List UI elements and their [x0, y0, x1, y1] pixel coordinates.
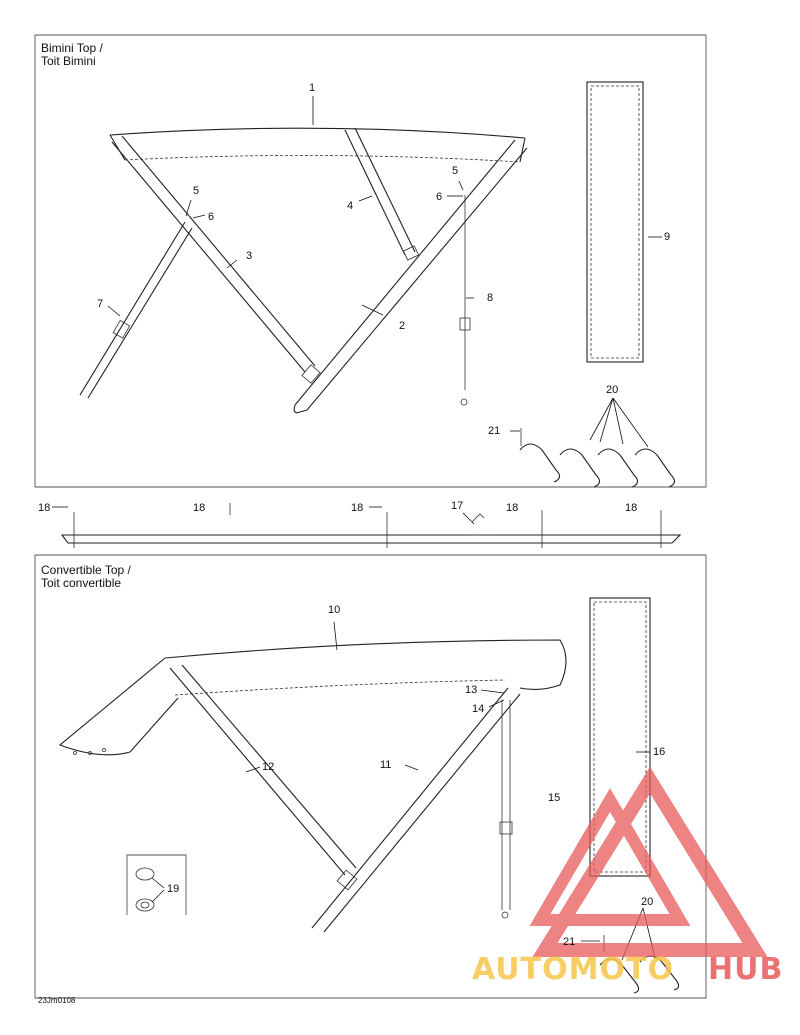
callout-8: 8 — [487, 292, 494, 304]
watermark-text-left: AUTOMOTO — [472, 952, 674, 987]
callout-1: 1 — [309, 82, 316, 94]
callout-15: 15 — [548, 792, 561, 804]
callout-16: 16 — [653, 746, 666, 758]
callout-17: 17 — [451, 500, 464, 512]
drawing-code: 23Jm0108 — [38, 996, 76, 1005]
callout-9: 9 — [664, 231, 671, 243]
callout-5-left: 5 — [193, 185, 200, 197]
watermark-text-right: HUB — [708, 952, 784, 987]
strap-hardware-top — [520, 428, 675, 487]
callout-21-bottom: 21 — [563, 936, 576, 948]
callout-20-top: 20 — [606, 384, 619, 396]
callout-18-e: 18 — [625, 502, 638, 514]
watermark-logo — [540, 780, 755, 950]
track-rail — [62, 503, 680, 548]
callout-11: 11 — [380, 759, 392, 771]
callout-7: 7 — [97, 298, 104, 310]
callout-14: 14 — [472, 703, 485, 715]
callout-6-right: 6 — [436, 191, 443, 203]
callout-18-b: 18 — [193, 502, 206, 514]
convertible-bows — [170, 665, 520, 932]
callout-20-bottom: 20 — [641, 896, 654, 908]
callout-13: 13 — [465, 684, 478, 696]
callout-18-c: 18 — [351, 502, 364, 514]
callout-2: 2 — [399, 320, 406, 332]
callout-3: 3 — [246, 250, 253, 262]
callout-18-d: 18 — [506, 502, 519, 514]
convertible-canvas-top — [60, 640, 566, 755]
callout-19: 19 — [167, 883, 180, 895]
callout-10: 10 — [328, 604, 341, 616]
callout-6-left: 6 — [208, 211, 215, 223]
callout-18-a: 18 — [38, 502, 51, 514]
bimini-bows — [80, 128, 527, 413]
bimini-section-title: Bimini Top / Toit Bimini — [41, 41, 103, 68]
callout-12: 12 — [262, 761, 275, 773]
leader-lines — [52, 96, 662, 960]
callout-5-right: 5 — [452, 165, 459, 177]
callout-21-top: 21 — [488, 425, 501, 437]
callout-4: 4 — [347, 200, 354, 212]
convertible-section-title: Convertible Top / Toit convertible — [41, 563, 131, 590]
bimini-boot — [587, 82, 643, 362]
bimini-canvas-top — [110, 128, 525, 162]
